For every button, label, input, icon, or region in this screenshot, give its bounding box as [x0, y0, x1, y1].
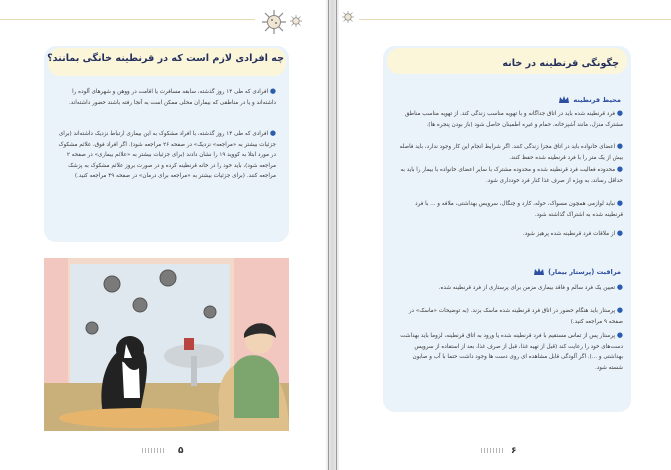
header-divider	[359, 19, 671, 20]
right-page	[339, 0, 671, 470]
illustration-quarantine-home	[44, 258, 289, 431]
footer-ornament	[142, 448, 166, 453]
book-gutter	[326, 0, 339, 470]
list-item: ● محدوده فعالیت فرد قرنطینه شده و محدوده مشترک با سایر اعضای خانواده با بیمار را باید به حداقل رساند، به ویژه از صرف غذا کنار فرد خودداری شود.	[400, 165, 623, 184]
page-title: چه افرادی لازم است که در قرنطینه خانگی بمانند؟	[47, 53, 284, 64]
crown-icon	[559, 96, 569, 104]
page-title: چگونگی قرنطینه در خانه	[502, 58, 619, 69]
bullet: ●	[269, 129, 276, 137]
footer-ornament	[481, 448, 505, 453]
list-item: ● پرستار باید هنگام حضور در اتاق فرد قرنطینه شده ماسک بزند. (به توضیحات «ماسک» در صفحه ۹ مراجعه کنید.)	[408, 306, 623, 325]
page-number: ۶	[511, 446, 517, 456]
list-item: ● از ملاقات فرد قرنطینه شده پرهیز شود.	[522, 229, 623, 237]
list-item: ● افرادی که طی ۱۴ روز گذشته، سابقه مسافرت یا اقامت در ووهن و شهرهای آلوده را داشته‌اند و یا در مناطقی که بیماران محلی ممکن است به آنجا رفته باشند حضور داشته‌اند.	[68, 87, 276, 106]
virus-icon	[260, 8, 288, 36]
header-divider	[0, 19, 255, 20]
section-heading: محیط قرنطینه	[559, 96, 621, 104]
list-item: ● اعضای خانواده باید در اتاق مجزا زندگی کنند. اگر شرایط انجام این کار وجود ندارد، باید فاصله بیش از یک متر را با فرد قرنطینه شده حفظ کنند.	[399, 142, 623, 161]
bullet: ●	[269, 87, 276, 95]
list-item: ● تعیین یک فرد سالم و فاقد بیماری مزمن برای پرستاری از فرد قرنطینه شده.	[438, 283, 623, 291]
crown-icon	[534, 268, 544, 276]
section-heading: مراقبت (پرستار بیمار)	[534, 268, 621, 276]
list-item: ● افرادی که طی ۱۴ روز گذشته، با افراد مشکوک به این بیماری ارتباط نزدیک داشته‌اند (برای جزئیات بیشتر به «مراجعه» نزدیک» در صفحه ۲۶ مراجعه شود). اگر افراد فوق، علائم مشکوک در مورد ابتلا به کووید ۱۹ را نشان دادند (برای جزئیات بیشتر به «علائم بیماری» در صفحه ۲ مراجعه شود)، باید خود را در خانه قرنطینه کرده و در صورت بروز علائم مشکوک به پزشک مراجعه کنند. (برای جزئیات بیشتر به «مراجعه برای درمان» در صفحه ۴۹ مراجعه کنید.)	[58, 129, 276, 180]
page-number: ۵	[178, 446, 184, 456]
list-item: ● پرستار پس از تماس مستقیم با فرد قرنطینه شده یا ورود به اتاق قرنطینه، لزوما باید بهداشت دست‌های خود را رعایت کند (قبل از تهیه غذا، قبل از صرف غذا، بعد از استفاده از سرویس بهداشتی و ...). اگر آلودگی قابل مشاهده ای روی دست ها وجود داشت حتما با آب و صابون شسته شود.	[400, 331, 623, 371]
list-item: ● فرد قرنطینه شده باید در اتاق جداگانه و با تهویه مناسب زندگی کند. از تهویه مناسب مناطق مشترک منزل، مانند آشپزخانه، حمام و غیره اطمینان حاصل شود (باز بودن پنجره ها).	[404, 109, 623, 128]
virus-icon	[341, 10, 355, 24]
left-page	[0, 0, 326, 470]
virus-icon	[289, 14, 303, 28]
list-item: ● نباید لوازمی همچون مسواک، حوله، کارد و چنگال، سرویس بهداشتی، ملافه و ... با فرد قرنطینه شده به اشتراک گذاشته شود.	[415, 199, 623, 218]
